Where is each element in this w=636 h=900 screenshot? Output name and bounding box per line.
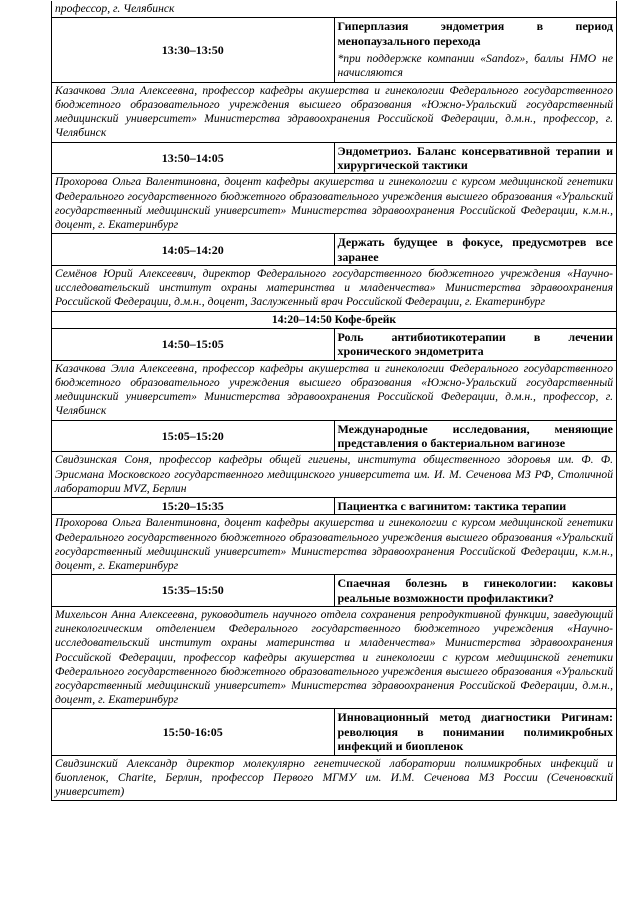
- table-row: [52, 1, 617, 18]
- table-row: [52, 311, 617, 328]
- table-row: [52, 266, 617, 312]
- speaker-info: профессор, г. Челябинск: [52, 1, 617, 18]
- session-title: Гиперплазия эндометрия в период менопаузального перехода *при поддержке компании «Sandoz», баллы НМО не начисляются: [334, 18, 617, 83]
- session-title: Эндометриоз. Баланс консервативной терапии и хирургической тактики: [334, 142, 617, 174]
- table-row: [52, 82, 617, 142]
- table-row: [52, 360, 617, 420]
- table-row: [52, 497, 617, 514]
- speaker-info: Свидзинская Соня, профессор кафедры общей гигиены, института общественного здоровья им. Ф. Ф. Эрисмана Московского государственного медицинского университета им. И. М. Сеченова МЗ РФ, Столичной лаборатории MVZ, Берлин: [52, 452, 617, 498]
- speaker-info: Казачкова Элла Алексеевна, профессор кафедры акушерства и гинекологии Федерального государственного бюджетного образовательного учреждения высшего образования «Южно-Уральский государственный медицинский университет» Министерства здравоохранения Российской Федерации, д.м.н., профессор, г. Челябинск: [52, 360, 617, 420]
- session-time: 14:50–15:05: [52, 328, 335, 360]
- table-row: [52, 420, 617, 452]
- table-row: [52, 515, 617, 575]
- speaker-info: Михельсон Анна Алексеевна, руководитель научного отдела сохранения репродуктивной функции, заведующий гинекологическим отделением Федерального государственного бюджетного учреждения «Научно-исследовательский институт охраны материнства и младенчества» Министерства здравоохранения Российской Федерации, профессор кафедры акушерства и гинекологии с курсом медицинской генетики Федерального государственного бюджетного образовательного учреждения высшего образования «Уральский государственный медицинский университет» Министерства здравоохранения Российской Федерации, д.м.н., доцент, г. Екатеринбург: [52, 606, 617, 708]
- program-page: [51, 1, 617, 801]
- table-row: [52, 234, 617, 266]
- table-row: [52, 328, 617, 360]
- session-time: 15:35–15:50: [52, 575, 335, 607]
- session-time: 15:20–15:35: [52, 497, 335, 514]
- session-time: 15:05–15:20: [52, 420, 335, 452]
- speaker-info: Прохорова Ольга Валентиновна, доцент кафедры акушерства и гинекологии с курсом медицинской генетики Федерального государственного бюджетного образовательного учреждения высшего образования «Уральский государственный медицинский университет» Министерства здравоохранения Российской Федерации, к.м.н., доцент, г. Екатеринбург: [52, 515, 617, 575]
- session-time: 13:50–14:05: [52, 142, 335, 174]
- session-title: Инновационный метод диагностики Ригинам: революция в понимании полимикробных инфекций и биопленок: [334, 709, 617, 755]
- speaker-info: Свидзинский Александр директор молекулярно генетической лаборатории полимикробных инфекций и биопленок, Charite, Берлин, профессор Первого МГМУ им. И.М. Сеченова МЗ России (Сеченовский университет): [52, 755, 617, 801]
- table-row: [52, 709, 617, 755]
- session-title: Держать будущее в фокусе, предусмотрев все заранее: [334, 234, 617, 266]
- session-time: 14:05–14:20: [52, 234, 335, 266]
- session-title: Спаечная болезнь в гинекологии: каковы реальные возможности профилактики?: [334, 575, 617, 607]
- session-time: 13:30–13:50: [52, 18, 335, 83]
- session-title: Пациентка с вагинитом: тактика терапии: [334, 497, 617, 514]
- session-note: *при поддержке компании «Sandoz», баллы НМО не начисляются: [337, 52, 613, 80]
- table-row: [52, 452, 617, 498]
- schedule-table: [51, 1, 617, 801]
- table-row: [52, 174, 617, 234]
- table-row: [52, 575, 617, 607]
- session-title: Международные исследования, меняющие представления о бактериальном вагинозе: [334, 420, 617, 452]
- session-title: Роль антибиотикотерапии в лечении хронического эндометрита: [334, 328, 617, 360]
- coffee-break: 14:20–14:50 Кофе-брейк: [52, 311, 617, 328]
- speaker-info: Семёнов Юрий Алексеевич, директор Федерального государственного бюджетного учреждения «Научно-исследовательский институт охраны материнства и младенчества» Министерства здравоохранения Российской Федерации, д.м.н., доцент, Заслуженный врач Российской Федерации, г. Екатеринбург: [52, 266, 617, 312]
- table-row: [52, 18, 617, 83]
- table-row: [52, 606, 617, 708]
- speaker-info: Казачкова Элла Алексеевна, профессор кафедры акушерства и гинекологии Федерального государственного бюджетного образовательного учреждения высшего образования «Южно-Уральский государственный медицинский университет» Министерства здравоохранения Российской Федерации, д.м.н., профессор, г. Челябинск: [52, 82, 617, 142]
- table-row: [52, 142, 617, 174]
- session-time: 15:50-16:05: [52, 709, 335, 755]
- speaker-info: Прохорова Ольга Валентиновна, доцент кафедры акушерства и гинекологии с курсом медицинской генетики Федерального государственного бюджетного образовательного учреждения высшего образования «Уральский государственный медицинский университет» Министерства здравоохранения Российской Федерации, к.м.н., доцент, г. Екатеринбург: [52, 174, 617, 234]
- table-row: [52, 755, 617, 801]
